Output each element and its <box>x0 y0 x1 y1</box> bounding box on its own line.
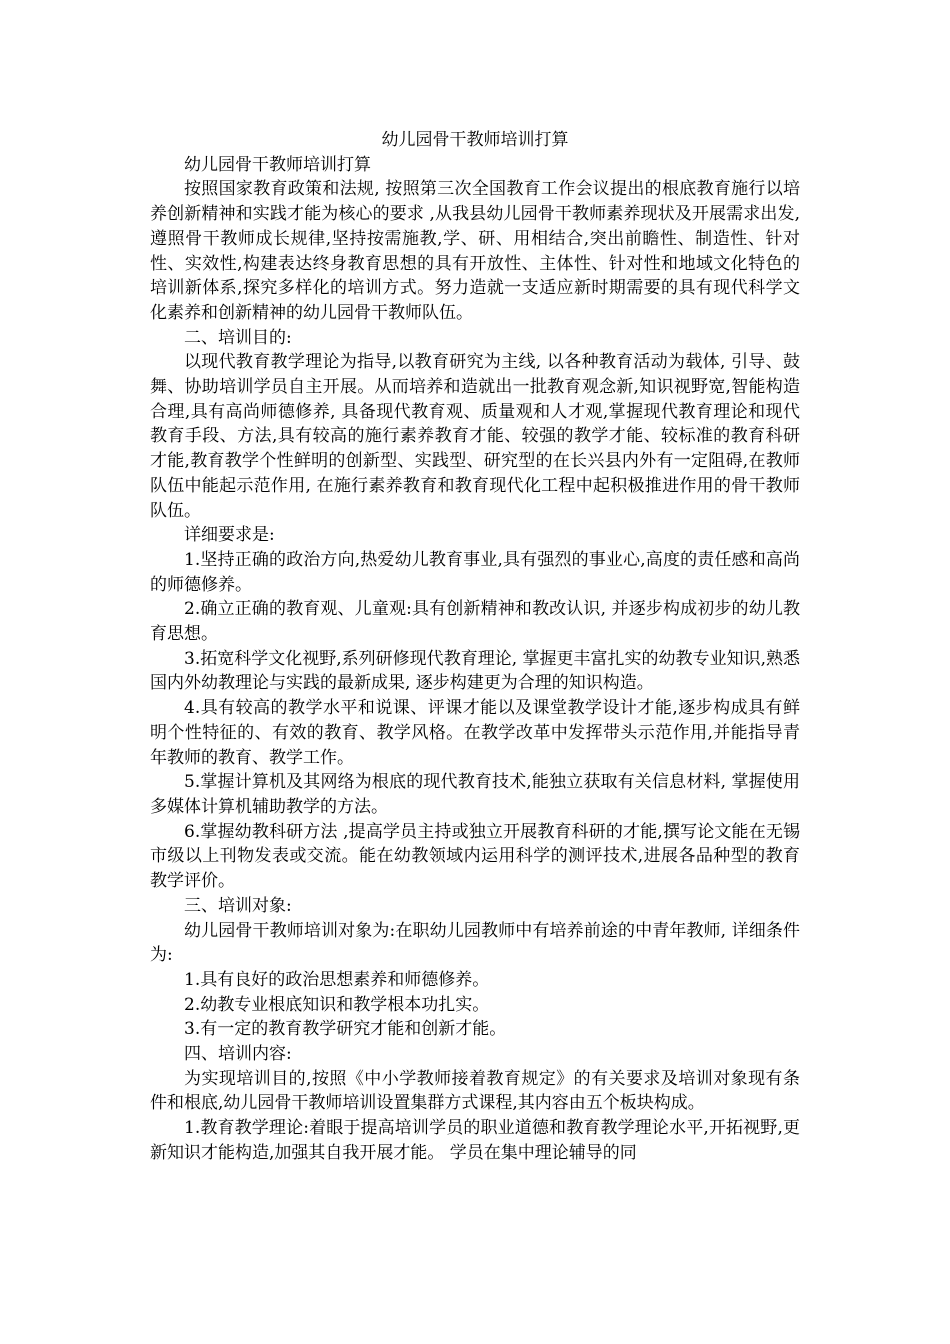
paragraph-subtitle: 幼儿园骨干教师培训打算 <box>184 154 371 175</box>
document-page <box>150 128 800 1166</box>
target-item-3: 3.有一定的教育教学研究才能和创新才能。 <box>184 1019 507 1040</box>
content-item-1: 1.教育教学理论:着眼于提高培训学员的职业道德和教育教学理论水平,开拓视野,更新知识才能构造,加强其自我开展才能。 学员在集中理论辅导的同 <box>150 1118 800 1163</box>
requirement-item-3: 3.拓宽科学文化视野,系列研修现代教育理论, 掌握更丰富扎实的幼教专业知识,熟悉国内外幼教理论与实践的最新成果, 逐步构建更为合理的知识构造。 <box>150 648 800 694</box>
document-title: 幼儿园骨干教师培训打算 <box>381 130 569 150</box>
section-heading-content: 四、培训内容: <box>184 1044 292 1065</box>
section-heading-goals: 二、培训目的: <box>184 327 292 348</box>
requirement-item-4: 4.具有较高的教学水平和说课、评课才能以及课堂教学设计才能,逐步构成具有鲜明个性特征的、有效的教育、教学风格。在教学改革中发挥带头示范作用,并能指导青年教师的教育、教学工作。 <box>150 698 800 768</box>
target-item-1: 1.具有良好的政治思想素养和师德修养。 <box>184 969 490 990</box>
paragraph-intro: 按照国家教育政策和法规, 按照第三次全国教育工作会议提出的根底教育施行以培养创新精神和实践才能为核心的要求 ,从我县幼儿园骨干教师素养现状及开展需求出发,遵照骨干教师成长规律,坚持按需施教,学、研、用相结合,突出前瞻性、制造性、针对性、实效性,构建表达终身教育思想的具有开放性、主体性、针对性和地域文化特色的培训新体系,探究多样化的培训方式。努力造就一支适应新时期需要的具有现代科学文化素养和创新精神的幼儿园骨干教师队伍。 <box>150 179 800 323</box>
target-item-2: 2.幼教专业根底知识和教学根本功扎实。 <box>184 994 490 1015</box>
paragraph-requirements-heading: 详细要求是: <box>184 525 275 546</box>
paragraph-targets: 幼儿园骨干教师培训对象为:在职幼儿园教师中有培养前途的中青年教师, 详细条件为: <box>150 920 800 966</box>
requirement-item-2: 2.确立正确的教育观、儿童观:具有创新精神和教改认识, 并逐步构成初步的幼儿教育思想。 <box>150 599 800 645</box>
section-heading-targets: 三、培训对象: <box>184 895 292 916</box>
requirement-item-5: 5.掌握计算机及其网络为根底的现代教育技术,能独立获取有关信息材料, 掌握使用多媒体计算机辅助教学的方法。 <box>150 772 800 817</box>
paragraph-goals: 以现代教育教学理论为指导,以教育研究为主线, 以各种教育活动为载体, 引导、鼓舞、协助培训学员自主开展。从而培养和造就出一批教育观念新,知识视野宽,智能构造合理,具有高尚师德修养, 具备现代教育观、质量观和人才观,掌握现代教育理论和现代教育手段、方法,具有较高的施行素养教育才能、较强的教学才能、较标准的教育科研才能,教育教学个性鲜明的创新型、实践型、研究型的在长兴县内外有一定阻碍,在教师队伍中能起示范作用, 在施行素养教育和教育现代化工程中起积极推进作用的骨干教师队伍。 <box>150 352 800 521</box>
requirement-item-6: 6.掌握幼教科研方法 ,提高学员主持或独立开展教育科研的才能,撰写论文能在无锡市级以上刊物发表或交流。能在幼教领域内运用科学的测评技术,进展各品种型的教育教学评价。 <box>150 821 800 892</box>
paragraph-content: 为实现培训目的,按照《中小学教师接着教育规定》的有关要求及培训对象现有条件和根底,幼儿园骨干教师培训设置集群方式课程,其内容由五个板块构成。 <box>150 1068 800 1114</box>
requirement-item-1: 1.坚持正确的政治方向,热爱幼儿教育事业,具有强烈的事业心,高度的责任感和高尚的师德修养。 <box>150 549 800 595</box>
